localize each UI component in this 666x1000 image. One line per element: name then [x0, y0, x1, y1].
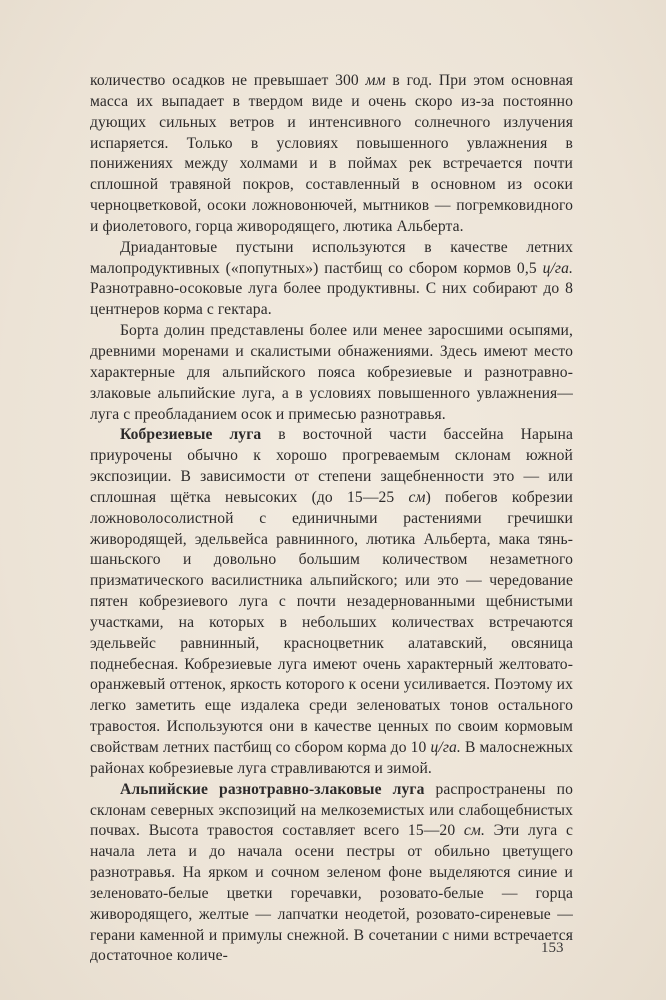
text-run: Борта долин представлены более или менее заросшими осыпями, древними моренами и скалистыми обнажениями. Здесь имеют место характерные для альпийского пояса кобрезиевые и разнотравно-злаковые альпийские луга, а в условиях повышенного увлажнения—луга с преобладанием осок и примесью разнотравья.: [90, 322, 573, 423]
italic-unit: мм: [365, 72, 386, 89]
paragraph: [90, 321, 573, 425]
text-run: Разнотравно-осоковые луга более продуктивны. С них собирают до 8 центнеров корма с гектара.: [90, 280, 573, 319]
text-run: в год. При этом основная масса их выпадает в твердом виде и очень скоро из-за постоянно дующих сильных ветров и интенсивного солнечного излучения испаряется. Только в условиях повышенного увлажнения в понижениях между холмами и в поймах рек встречается почти сплошной травяной покров, составленный в основном из осоки черноцветковой, осоки ложновонючей, мытников — погремковидного и фиолетового, горца живородящего, лютика Альберта.: [90, 72, 574, 235]
text-run: количество осадков не превышает 300: [90, 72, 366, 89]
text-run: Дриадантовые пустыни используются в качестве летних малопродуктивных («попутных») пастбищ со сбором кормов 0,5: [90, 238, 573, 277]
paragraph: [90, 780, 573, 968]
text-run: В малоснежных районах кобрезиевые луга стравливаются и зимой.: [90, 739, 573, 777]
text-run: распространены по склонам северных экспозиций на мелкоземистых или слабощебнистых почвах. Высота травостоя составляет всего 15—20: [90, 780, 573, 840]
paragraph: [90, 238, 573, 321]
bold-term: Кобрезиевые луга: [120, 426, 262, 444]
text-run: Эти луга с начала лета и до начала осени пестры от обильно цветущего разнотравья. На ярком и сочном зеленом фоне выделяются синие и зеленовато-белые цветки горечавки, розовато-белые — горца живородящего, желтые — лапчатки неодетой, розовато-сиреневые — герани каменной и примулы снежной. В сочетании с ними встречается достаточное количе-: [90, 822, 573, 965]
italic-unit: см: [408, 488, 426, 506]
italic-unit: ц/га.: [542, 259, 573, 277]
text-run: ) побегов кобрезии ложноволосолистной с единичными растениями гречишки живородящей, эдельвейса равнинного, лютика Альберта, мака тянь-шаньского и довольно большим количеством незаметного призматического василистника альпийского; или это — чередование пятен кобрезиевого луга с почти незадернованными щебнистыми участками, на которых в небольших количествах встречаются эдельвейс равнинный, красноцветник алатавский, овсяница поднебесная. Кобрезиевые луга имеют очень характерный желтовато-оранжевый оттенок, яркость которого к осени усиливается. Поэтому их легко заметить еще издалека среди зеленоватых тонов остального травостоя. Используются они в качестве ценных по своим кормовым свойствам летних пастбищ со сбором корма до 10: [90, 488, 573, 756]
page-number: 153: [541, 940, 564, 956]
italic-unit: ц/га.: [430, 739, 461, 756]
bold-term: Альпийские разнотравно-злаковые луга: [120, 780, 425, 798]
paragraph: [90, 425, 573, 779]
page-body-text: [90, 71, 573, 967]
text-run: в восточной части бассейна Нарына приурочены обычно к хорошо прогреваемым склонам южной экспозиции. В зависимости от степени защебненности это — или сплошная щётка невысоких (до 15—25: [90, 426, 573, 506]
paragraph: [90, 71, 573, 238]
italic-unit: см.: [463, 822, 485, 840]
